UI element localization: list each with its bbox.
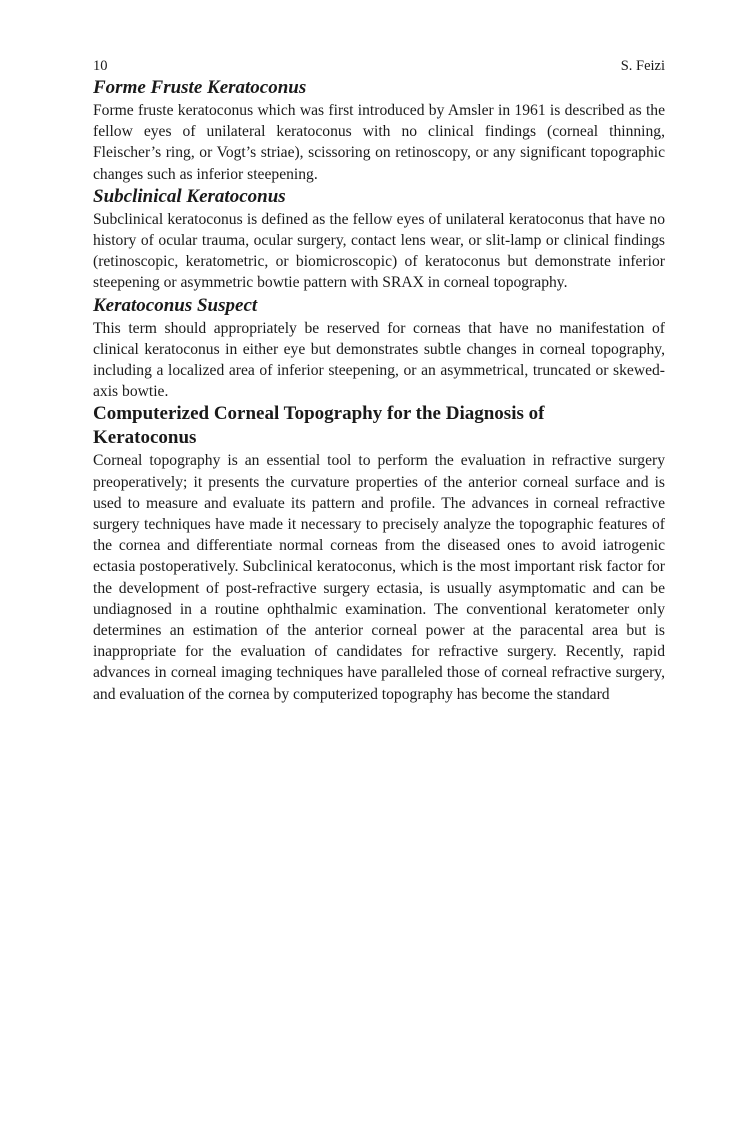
running-head xyxy=(93,56,665,76)
section-body-subclinical: Subclinical keratoconus is defined as the fellow eyes of unilateral keratoconus that have no history of ocular trauma, ocular surgery, contact lens wear, or slit-lamp or clinical findings (retinoscopic, keratometric, or biomicroscopic) of keratoconus but demonstrate inferior steepening or asymmetric bowtie pattern with SRAX in corneal topography. xyxy=(93,210,665,292)
section-heading-suspect: Keratoconus Suspect xyxy=(93,294,258,316)
section-body-forme-fruste: Forme fruste keratoconus which was first introduced by Amsler in 1961 is described as the fellow eyes of unilateral keratoconus with no clinical findings (corneal thinning, Fleischer’s ring, or Vogt’s striae), scissoring on retinoscopy, or any significant topographic changes such as inferior steepening. xyxy=(93,102,665,183)
page-number: 10 xyxy=(93,58,108,74)
section-heading-forme-fruste: Forme Fruste Keratoconus xyxy=(93,77,307,98)
section-body-topography: Corneal topography is an essential tool to perform the evaluation in refractive surgery preoperatively; it presents the curvature properties of the anterior corneal surface and is used to measure and evaluate its pattern and profile. The advances in corneal refractive surgery techniques have made it necessary to precisely analyze the topographic features of the cornea and differentiate normal corneas from the diseased ones to avoid iatrogenic ectasia postoperatively. Subclinical keratoconus, which is the most important risk factor for the development of post-refractive surgery ectasia, is usually asymptomatic and can be undiagnosed in a routine ophthalmic examination. The conventional keratometer only determines an estimation of the anterior corneal power at the paracental area but is inappropriate for the evaluation of candidates for refractive surgery. Recently, rapid advances in corneal imaging techniques have paralleled those of corneal refractive surgery, and evaluation of the cornea by computerized topography has become the standard xyxy=(93,452,665,703)
section-body-suspect: This term should appropriately be reserved for corneas that have no manifestation of clinical keratoconus in either eye but demonstrates subtle changes in corneal topography, including a localized area of inferior steepening, or an asymmetrical, truncated or skewed-axis bowtie. xyxy=(93,319,665,401)
section-heading-subclinical: Subclinical Keratoconus xyxy=(93,185,286,207)
book-page xyxy=(93,56,665,705)
section-heading-topography: Computerized Corneal Topography for the Diagnosis of Keratoconus xyxy=(93,403,545,449)
running-head-author: S. Feizi xyxy=(620,58,665,74)
